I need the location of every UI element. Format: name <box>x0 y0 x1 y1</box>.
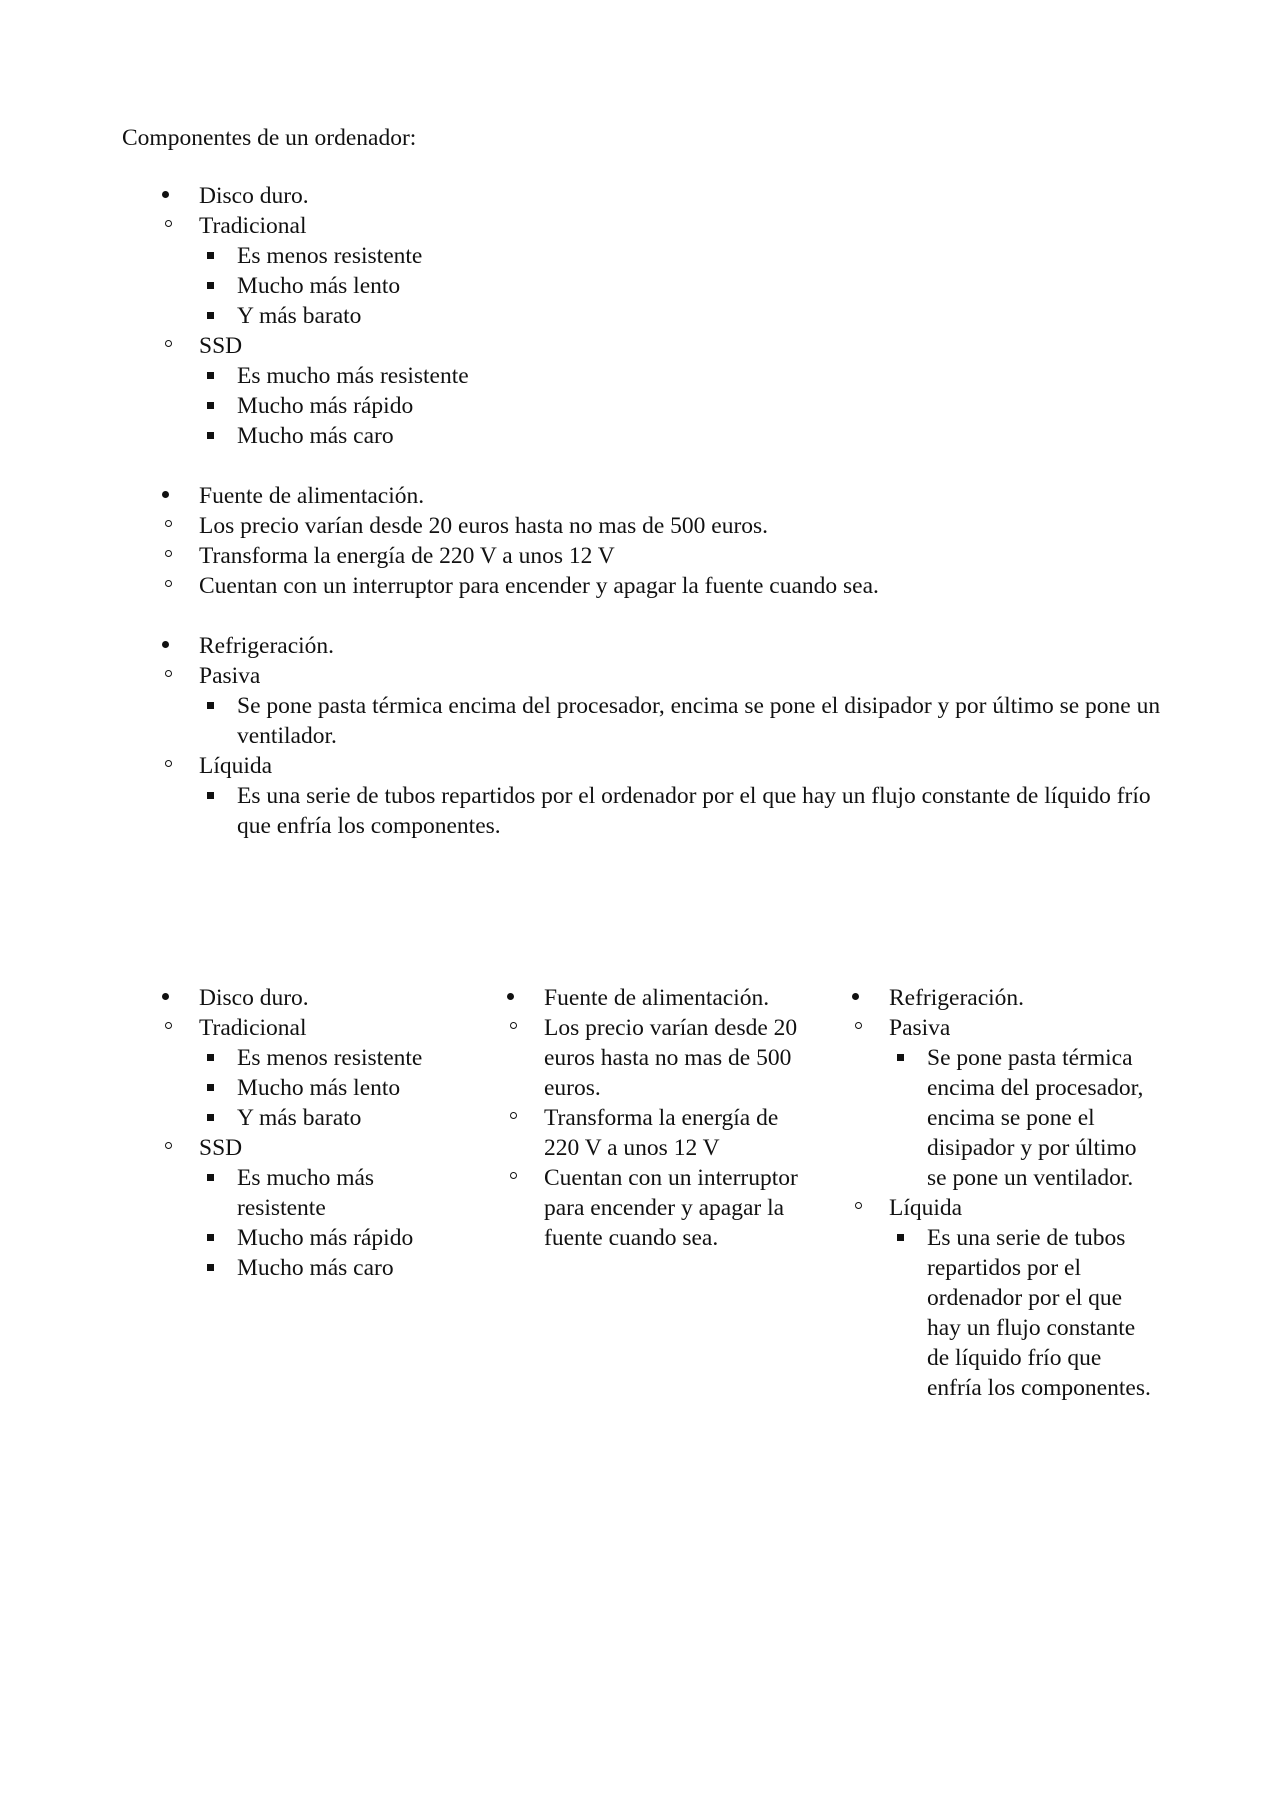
item-label: Los precio varían desde 20 euros hasta no mas de 500 euros. <box>544 1015 798 1101</box>
sub-sub-list <box>851 1043 1157 1193</box>
list-item <box>467 983 812 1253</box>
list-item <box>506 1013 812 1103</box>
sub-sub-list <box>161 691 1172 751</box>
point-text: Mucho más rápido <box>237 393 414 419</box>
square-bullet-icon <box>207 252 214 259</box>
square-bullet-icon <box>207 402 214 409</box>
sub-sub-list <box>161 1043 462 1133</box>
list-item <box>161 751 1172 841</box>
item-label: Tradicional <box>199 1015 307 1041</box>
item-label: Pasiva <box>199 663 261 689</box>
point-text: Es una serie de tubos repartidos por el ordenador por el que hay un flujo constante de líquido frío que enfría los componentes. <box>927 1225 1151 1401</box>
list-item <box>161 1043 462 1073</box>
item-label: SSD <box>199 333 243 359</box>
point-text: Se pone pasta térmica encima del procesador, encima se pone el disipador y por último se pone un ventilador. <box>927 1045 1144 1191</box>
point-text: Y más barato <box>237 1105 362 1131</box>
list-item <box>161 691 1172 751</box>
circle-bullet-icon <box>165 340 172 347</box>
bullet-icon <box>507 993 514 1000</box>
point-text: Es menos resistente <box>237 243 423 269</box>
list-item <box>161 1103 462 1133</box>
outline-list <box>122 181 1172 841</box>
list-item <box>161 1073 462 1103</box>
circle-bullet-icon <box>855 1202 862 1209</box>
sub-list <box>851 1013 1157 1403</box>
sub-sub-list <box>161 241 1172 331</box>
bullet-icon <box>162 491 169 498</box>
item-label: Líquida <box>199 753 273 779</box>
list-item <box>161 271 1172 301</box>
point-text: Y más barato <box>237 303 362 329</box>
point-text: Mucho más lento <box>237 273 401 299</box>
section-heading: Fuente de alimentación. <box>199 483 425 509</box>
list-item <box>122 983 462 1283</box>
bullet-icon <box>162 191 169 198</box>
list-item <box>161 301 1172 331</box>
square-bullet-icon <box>207 372 214 379</box>
list-item <box>161 661 1172 751</box>
bullet-icon <box>162 641 169 648</box>
point-text: Mucho más caro <box>237 1255 394 1281</box>
circle-bullet-icon <box>165 1022 172 1029</box>
point-text: Se pone pasta térmica encima del procesador, encima se pone el disipador y por último se pone un ventilador. <box>237 693 1161 749</box>
sub-sub-list <box>161 781 1172 841</box>
section-heading: Refrigeración. <box>199 633 335 659</box>
list-item <box>161 571 1172 601</box>
list-item <box>506 1103 812 1163</box>
list-item <box>122 181 1172 451</box>
square-bullet-icon <box>897 1054 904 1061</box>
item-label: Pasiva <box>889 1015 951 1041</box>
square-bullet-icon <box>207 702 214 709</box>
list-item <box>122 481 1172 601</box>
sub-sub-list <box>851 1223 1157 1403</box>
sub-list <box>161 511 1172 601</box>
square-bullet-icon <box>207 1264 214 1271</box>
point-text: Mucho más rápido <box>237 1225 414 1251</box>
circle-bullet-icon <box>165 550 172 557</box>
sub-list <box>161 661 1172 841</box>
sub-list <box>161 1013 462 1283</box>
list-item <box>506 1163 812 1253</box>
square-bullet-icon <box>207 282 214 289</box>
circle-bullet-icon <box>510 1022 517 1029</box>
section-heading: Refrigeración. <box>889 985 1025 1011</box>
list-item <box>161 331 1172 451</box>
item-label: Tradicional <box>199 213 307 239</box>
point-text: Es mucho más resistente <box>237 1165 375 1221</box>
square-bullet-icon <box>207 1054 214 1061</box>
circle-bullet-icon <box>165 580 172 587</box>
bullet-icon <box>162 993 169 1000</box>
list-item <box>851 1193 1157 1403</box>
point-text: Mucho más lento <box>237 1075 401 1101</box>
circle-bullet-icon <box>510 1172 517 1179</box>
square-bullet-icon <box>207 1114 214 1121</box>
square-bullet-icon <box>207 1174 214 1181</box>
list-item <box>161 391 1172 421</box>
square-bullet-icon <box>207 1234 214 1241</box>
item-label: Los precio varían desde 20 euros hasta no mas de 500 euros. <box>199 513 769 539</box>
item-label: Líquida <box>889 1195 963 1221</box>
item-label: Cuentan con un interruptor para encender y apagar la fuente cuando sea. <box>544 1165 798 1251</box>
circle-bullet-icon <box>165 670 172 677</box>
list-item <box>161 1013 462 1133</box>
list-item <box>812 983 1157 1403</box>
circle-bullet-icon <box>165 220 172 227</box>
list-item <box>161 1223 462 1253</box>
point-text: Es menos resistente <box>237 1045 423 1071</box>
circle-bullet-icon <box>165 760 172 767</box>
column-list-disco <box>122 983 462 1283</box>
sub-list <box>506 1013 812 1253</box>
item-label: Transforma la energía de 220 V a unos 12 V <box>199 543 615 569</box>
sub-sub-list <box>161 1163 462 1283</box>
square-bullet-icon <box>207 312 214 319</box>
list-item <box>161 211 1172 331</box>
square-bullet-icon <box>897 1234 904 1241</box>
item-label: Transforma la energía de 220 V a unos 12 V <box>544 1105 779 1161</box>
square-bullet-icon <box>207 432 214 439</box>
column-list-fuente <box>467 983 812 1253</box>
list-item <box>161 421 1172 451</box>
circle-bullet-icon <box>855 1022 862 1029</box>
section-heading: Fuente de alimentación. <box>544 985 770 1011</box>
section-heading: Disco duro. <box>199 183 309 209</box>
point-text: Es una serie de tubos repartidos por el ordenador por el que hay un flujo constante de líquido frío que enfría los componentes. <box>237 783 1151 839</box>
bullet-icon <box>852 993 859 1000</box>
list-item <box>161 511 1172 541</box>
list-item <box>161 361 1172 391</box>
list-item <box>161 541 1172 571</box>
point-text: Es mucho más resistente <box>237 363 469 389</box>
list-item <box>161 1133 462 1283</box>
point-text: Mucho más caro <box>237 423 394 449</box>
square-bullet-icon <box>207 1084 214 1091</box>
list-item <box>161 241 1172 271</box>
item-label: Cuentan con un interruptor para encender y apagar la fuente cuando sea. <box>199 573 879 599</box>
column-list-refrigeracion <box>812 983 1157 1403</box>
list-item <box>851 1223 1157 1403</box>
sub-list <box>161 211 1172 451</box>
circle-bullet-icon <box>510 1112 517 1119</box>
sub-sub-list <box>161 361 1172 451</box>
list-item <box>161 1253 462 1283</box>
list-item <box>161 1163 462 1223</box>
square-bullet-icon <box>207 792 214 799</box>
circle-bullet-icon <box>165 520 172 527</box>
list-item <box>851 1043 1157 1193</box>
item-label: SSD <box>199 1135 243 1161</box>
section-heading: Disco duro. <box>199 985 309 1011</box>
list-item <box>161 781 1172 841</box>
list-item <box>851 1013 1157 1193</box>
list-item <box>122 631 1172 841</box>
page-title: Componentes de un ordenador: <box>122 125 417 151</box>
circle-bullet-icon <box>165 1142 172 1149</box>
